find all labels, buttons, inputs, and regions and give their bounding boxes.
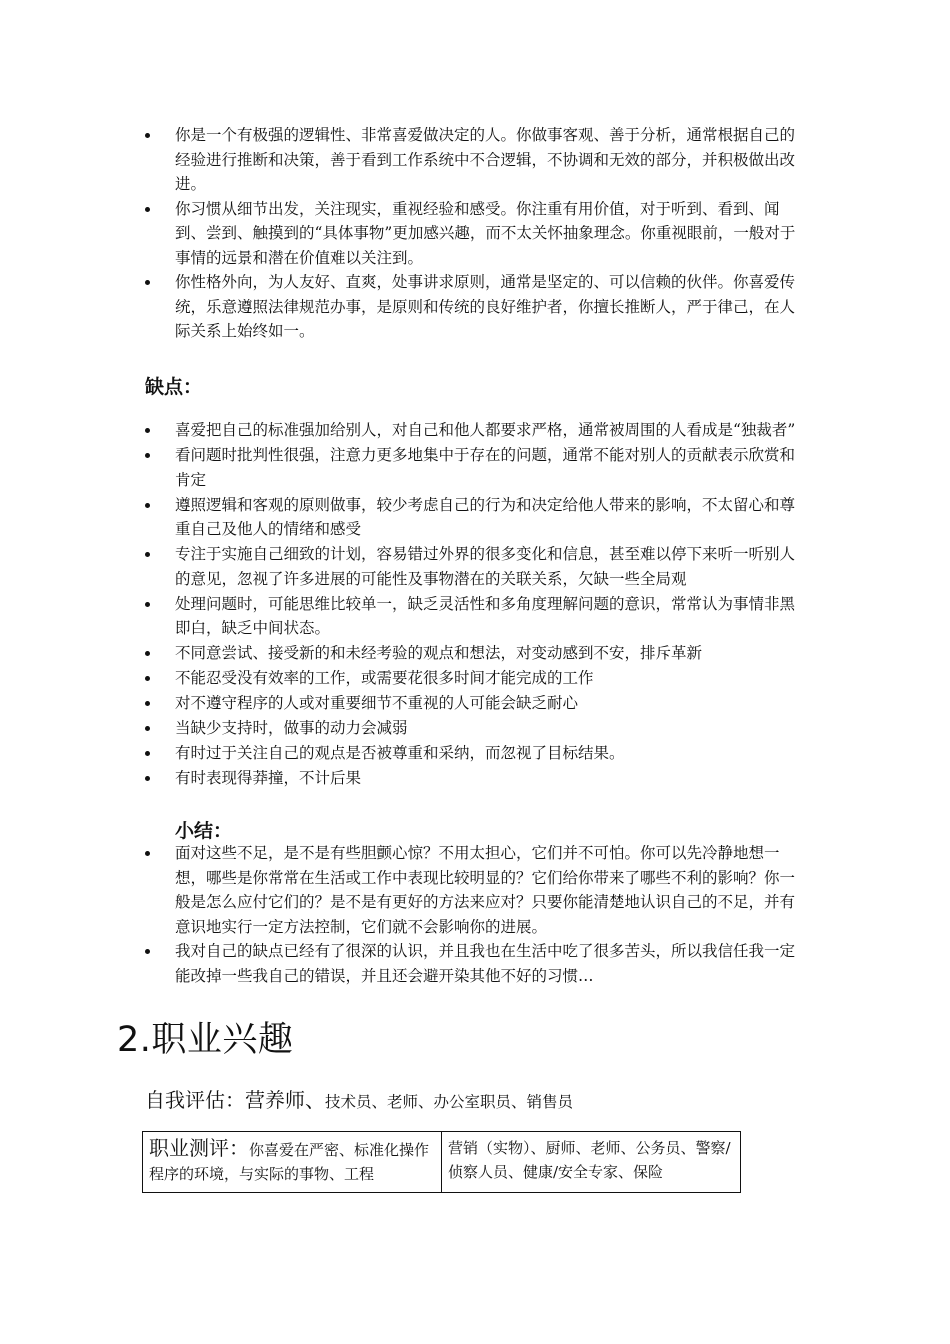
list-item xyxy=(145,270,805,344)
bullet-icon xyxy=(145,552,150,557)
career-right-cell xyxy=(442,1132,741,1193)
bullet-icon xyxy=(145,602,150,607)
bullet-icon xyxy=(145,503,150,508)
bullet-icon xyxy=(145,453,150,458)
list-item xyxy=(145,443,805,492)
strengths-list xyxy=(145,123,805,344)
bullet-icon xyxy=(145,949,150,954)
weaknesses-heading: 缺点： xyxy=(145,376,203,398)
self-assessment xyxy=(145,1084,573,1113)
summary-list xyxy=(145,841,805,988)
list-item xyxy=(145,197,805,271)
list-item xyxy=(145,493,805,542)
list-item-text: 有时表现得莽撞，不计后果 xyxy=(175,769,362,787)
table-row xyxy=(143,1132,741,1193)
list-item-text: 面对这些不足，是不是有些胆颤心惊？不用太担心，它们并不可怕。你可以先冷静地想一想，哪些是你常常在生活或工作中表现比较明显的？它们给你带来了哪些不利的影响？你一般是怎么应付它们的？是不是有更好的方法来应对？只要你能清楚地认识自己的不足，并有意识地实行一定方法控制，它们就不会影响你的进展。 xyxy=(175,844,796,936)
bullet-icon xyxy=(145,701,150,706)
bullet-icon xyxy=(145,428,150,433)
list-item xyxy=(145,123,805,197)
list-item-text: 我对自己的缺点已经有了很深的认识，并且我也在生活中吃了很多苦头，所以我信任我一定能改掉一些我自己的错误，并且还会避开染其他不好的习惯… xyxy=(175,942,796,985)
bullet-icon xyxy=(145,207,150,212)
list-item-text: 喜爱把自己的标准强加给别人，对自己和他人都要求严格，通常被周围的人看成是“独裁者” xyxy=(175,421,796,439)
bullet-icon xyxy=(145,776,150,781)
list-item-text: 看问题时批判性很强，注意力更多地集中于存在的问题，通常不能对别人的贡献表示欣赏和肯定 xyxy=(175,446,796,489)
bullet-icon xyxy=(145,651,150,656)
list-item xyxy=(145,592,805,641)
list-item xyxy=(145,841,805,939)
self-assessment-label: 自我评估：营养师、 xyxy=(145,1088,325,1112)
list-item xyxy=(145,766,805,791)
list-item-text: 处理问题时，可能思维比较单一，缺乏灵活性和多角度理解问题的意识，常常认为事情非黑即白，缺乏中间状态。 xyxy=(175,594,796,637)
list-item-text: 你性格外向，为人友好、直爽，处事讲求原则，通常是坚定的、可以信赖的伙伴。你喜爱传统，乐意遵照法律规范办事，是原则和传统的良好维护者，你擅长推断人，严于律己，在人际关系上始终如一。 xyxy=(175,273,796,340)
career-left-cell xyxy=(143,1132,442,1193)
list-item xyxy=(145,666,805,691)
bullet-icon xyxy=(145,133,150,138)
bullet-icon xyxy=(145,751,150,756)
list-item-text: 对不遵守程序的人或对重要细节不重视的人可能会缺乏耐心 xyxy=(175,694,579,712)
list-item-text: 你是一个有极强的逻辑性、非常喜爱做决定的人。你做事客观、善于分析，通常根据自己的经验进行推断和决策，善于看到工作系统中不合逻辑，不协调和无效的部分，并积极做出改进。 xyxy=(175,126,796,193)
list-item-text: 有时过于关注自己的观点是否被尊重和采纳，而忽视了目标结果。 xyxy=(175,744,625,762)
list-item xyxy=(145,641,805,666)
summary-heading: 小结： xyxy=(175,820,233,842)
bullet-icon xyxy=(145,851,150,856)
list-item-text: 当缺少支持时，做事的动力会减弱 xyxy=(175,719,408,737)
list-item xyxy=(145,418,805,443)
list-item xyxy=(145,542,805,591)
list-item xyxy=(145,716,805,741)
list-item xyxy=(145,741,805,766)
bullet-icon xyxy=(145,280,150,285)
career-assessment-table xyxy=(142,1131,741,1193)
list-item-text: 遵照逻辑和客观的原则做事，较少考虑自己的行为和决定给他人带来的影响，不太留心和尊重自己及他人的情绪和感受 xyxy=(175,495,796,538)
bullet-icon xyxy=(145,726,150,731)
career-left-text: 你喜爱在严密、标准化操作程序的环境，与实际的事物、工程 xyxy=(149,1141,430,1183)
section-title: 2.职业兴趣 xyxy=(117,1020,294,1060)
list-item-text: 不能忍受没有效率的工作，或需要花很多时间才能完成的工作 xyxy=(175,669,594,687)
bullet-icon xyxy=(145,676,150,681)
self-assessment-rest: 技术员、老师、办公室职员、销售员 xyxy=(325,1093,574,1111)
career-right-text: 营销（实物）、厨师、老师、公务员、警察/侦察人员、健康/安全专家、保险 xyxy=(448,1139,731,1181)
list-item-text: 不同意尝试、接受新的和未经考验的观点和想法，对变动感到不安，排斥革新 xyxy=(175,644,703,662)
list-item xyxy=(145,691,805,716)
weaknesses-list xyxy=(145,418,805,791)
list-item-text: 你习惯从细节出发，关注现实，重视经验和感受。你注重有用价值，对于听到、看到、闻到、尝到、触摸到的“具体事物”更加感兴趣，而不太关怀抽象理念。你重视眼前，一般对于事情的远景和潜在价值难以关注到。 xyxy=(175,199,796,267)
career-left-label: 职业测评： xyxy=(149,1136,249,1160)
list-item xyxy=(145,939,805,988)
list-item-text: 专注于实施自己细致的计划，容易错过外界的很多变化和信息，甚至难以停下来听一听别人的意见，忽视了许多进展的可能性及事物潜在的关联关系，欠缺一些全局观 xyxy=(175,545,796,588)
